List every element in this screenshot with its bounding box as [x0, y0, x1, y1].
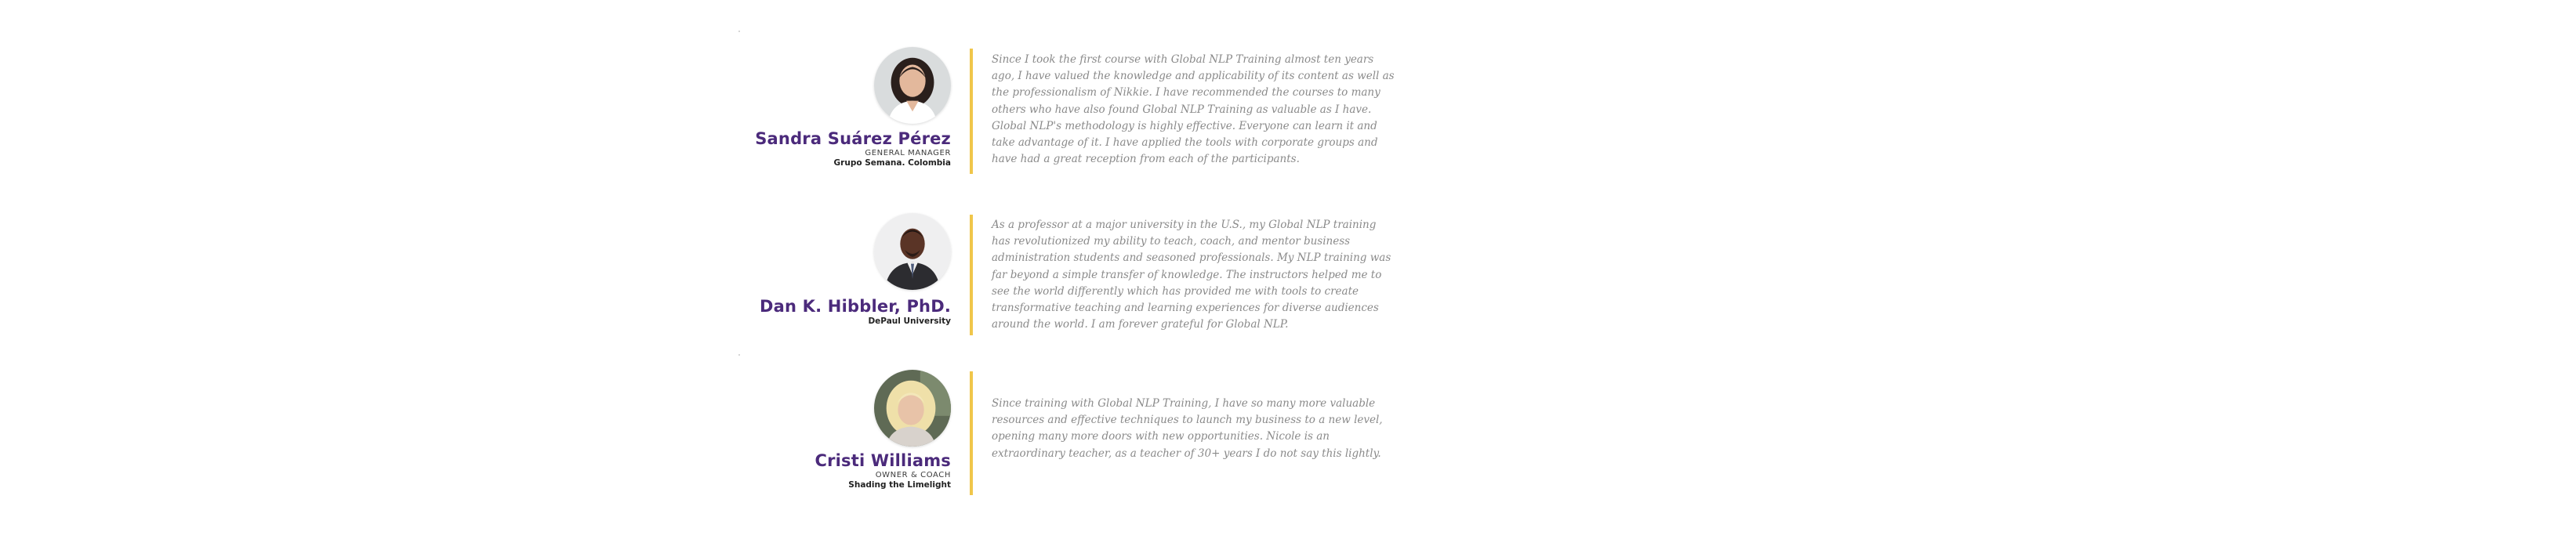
testimonial-card [753, 212, 1427, 337]
person-name: Sandra Suárez Pérez [755, 129, 951, 148]
person-role: OWNER & COACH [875, 471, 951, 479]
portrait-photo [874, 213, 951, 290]
decor-dot [738, 354, 740, 356]
accent-bar [970, 49, 973, 174]
testimonial-card [753, 370, 1427, 499]
accent-bar [970, 215, 973, 335]
testimonial-quote: Since training with Global NLP Training, I have so many more valuable resources and effective techniques to launch my business to a new level, opening many more doors with new opportunities. Nicole is an extraordinary teacher, as a teacher of 30+ years I do not say this lightly. [992, 397, 1383, 460]
person-organization: Shading the Limelight [848, 480, 951, 490]
testimonial-quote: As a professor at a major university in the U.S., my Global NLP training has revolutionized my ability to teach, coach, and mentor business administration students and seasoned professionals. My NLP training was far beyond a simple transfer of knowledge. The instructors helped me to see the world differently which has provided me with tools to create transformative teaching and learning experiences for diverse audiences around the world. I am forever grateful for Global NLP. [992, 219, 1391, 331]
person-role: GENERAL MANAGER [865, 149, 951, 157]
accent-bar [970, 371, 973, 495]
person-name: Cristi Williams [815, 451, 951, 470]
testimonial-card [753, 45, 1427, 179]
person-organization: DePaul University [868, 317, 951, 326]
testimonial-person [753, 212, 951, 337]
avatar [874, 370, 951, 447]
person-name: Dan K. Hibbler, PhD. [759, 297, 951, 316]
testimonial-person [753, 370, 951, 499]
testimonial-quote: Since I took the first course with Global NLP Training almost ten years ago, I have valued the knowledge and applicability of its content as well as the professionalism of Nikkie. I have recommended the courses to many others who have also found Global NLP Training as valuable as I have. Global NLP's methodology is highly effective. Everyone can learn it and take advantage of it. I have applied the tools with corporate groups and have had a great reception from each of the participants. [992, 53, 1395, 166]
portrait-photo [874, 47, 951, 124]
portrait-photo [874, 370, 951, 447]
testimonial-person [753, 45, 951, 179]
avatar [874, 47, 951, 124]
decor-dot [738, 31, 740, 32]
person-organization: Grupo Semana. Colombia [833, 158, 951, 168]
avatar [874, 213, 951, 290]
